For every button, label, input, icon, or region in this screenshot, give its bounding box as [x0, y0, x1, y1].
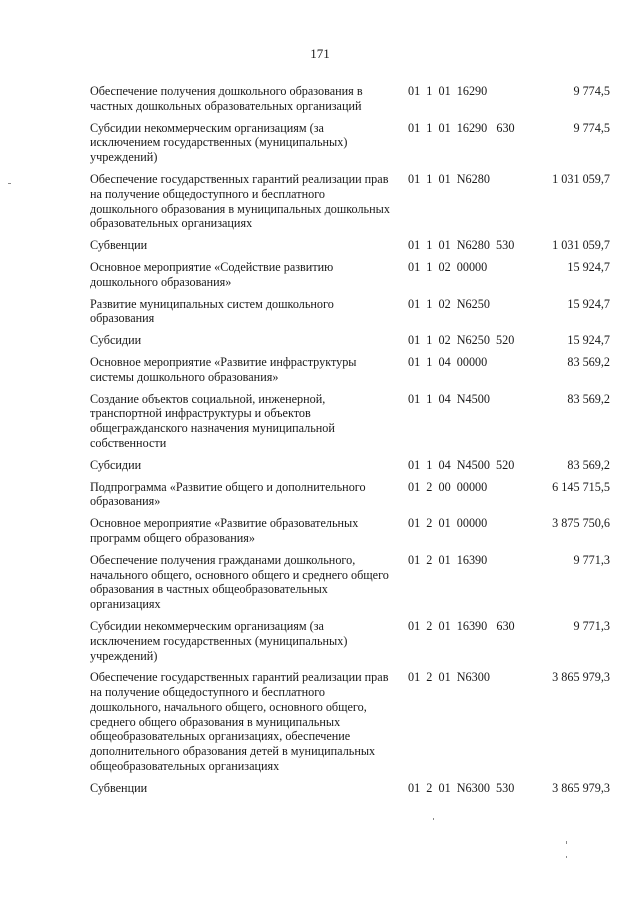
- row-amount: 1 031 059,7: [552, 171, 610, 186]
- row-code: 01 1 01 N6280 530: [408, 238, 515, 253]
- table-row: [90, 670, 620, 774]
- row-name: Подпрограмма «Развитие общего и дополнительного образования»: [90, 479, 366, 509]
- row-code: 01 1 04 00000: [408, 354, 488, 369]
- table-row: [90, 238, 620, 253]
- row-name: Обеспечение государственных гарантий реализации прав на получение общедоступного и бесплатного дошкольного образования в муниципальных дошкольных образовательных организациях: [90, 171, 390, 231]
- row-amount: 15 924,7: [567, 333, 610, 348]
- scan-speck: [8, 183, 11, 184]
- row-amount: 9 774,5: [573, 120, 610, 135]
- row-name: Основное мероприятие «Развитие инфраструктуры системы дошкольного образования»: [90, 354, 357, 384]
- row-code: 01 1 01 16290 630: [408, 120, 515, 135]
- scan-speck: [566, 841, 567, 844]
- row-name: Обеспечение получения гражданами дошкольного, начального общего, основного общего и среднего общего образования в частных общеобразовательных организациях: [90, 552, 389, 612]
- row-code: 01 2 01 16390: [408, 552, 488, 567]
- row-amount: 1 031 059,7: [552, 238, 610, 253]
- table-row: [90, 781, 620, 796]
- row-code: 01 1 02 00000: [408, 259, 488, 274]
- row-name: Обеспечение государственных гарантий реализации прав на получение общедоступного и бесплатного дошкольного, начального общего, основного общего, среднего общего образования в муниципальных общеобразовательных организациях, обеспечение дополнительного образования детей в муниципальных общеобразовательных организациях: [90, 670, 389, 774]
- row-name: Субсидии: [90, 333, 142, 348]
- row-code: 01 2 01 N6300: [408, 670, 490, 685]
- row-amount: 15 924,7: [567, 259, 610, 274]
- row-amount: 9 771,3: [573, 618, 610, 633]
- row-amount: 83 569,2: [567, 391, 610, 406]
- table-row: [90, 121, 620, 165]
- row-amount: 3 865 979,3: [552, 670, 610, 685]
- scan-speck: [433, 818, 434, 820]
- table-row: [90, 297, 620, 327]
- row-amount: 9 774,5: [573, 84, 610, 98]
- table-row: [90, 458, 620, 473]
- table-row: [90, 84, 620, 114]
- budget-table: [90, 84, 620, 803]
- table-row: [90, 516, 620, 546]
- row-name: Основное мероприятие «Содействие развитию дошкольного образования»: [90, 259, 334, 289]
- table-row: [90, 553, 620, 612]
- row-name: Субсидии некоммерческим организациям (за исключением государственных (муниципальных) учреждений): [90, 120, 348, 165]
- table-row: [90, 260, 620, 290]
- row-code: 01 1 04 N4500 520: [408, 457, 515, 472]
- row-name: Обеспечение получения дошкольного образования в частных дошкольных образовательных организаций: [90, 84, 363, 113]
- table-row: [90, 619, 620, 663]
- row-amount: 3 875 750,6: [552, 516, 610, 531]
- row-code: 01 2 01 16390 630: [408, 618, 515, 633]
- table-row: [90, 333, 620, 348]
- row-code: 01 2 01 00000: [408, 516, 488, 531]
- row-name: Субвенции: [90, 780, 148, 795]
- table-row: [90, 480, 620, 510]
- row-name: Субсидии: [90, 457, 142, 472]
- row-amount: 9 771,3: [573, 552, 610, 567]
- row-amount: 83 569,2: [567, 457, 610, 472]
- table-row: [90, 355, 620, 385]
- scan-speck: [566, 856, 567, 858]
- row-name: Субвенции: [90, 238, 148, 253]
- row-name: Создание объектов социальной, инженерной, транспортной инфраструктуры и объектов общегражданского назначения муниципальной собственности: [90, 391, 335, 450]
- row-amount: 3 865 979,3: [552, 780, 610, 795]
- table-row: [90, 172, 620, 231]
- row-amount: 15 924,7: [567, 296, 610, 311]
- page-number: 171: [310, 46, 330, 61]
- row-name: Основное мероприятие «Развитие образовательных программ общего образования»: [90, 516, 359, 545]
- row-amount: 6 145 715,5: [552, 479, 610, 494]
- row-code: 01 1 02 N6250: [408, 296, 490, 311]
- row-code: 01 1 02 N6250 520: [408, 333, 515, 348]
- table-row: [90, 392, 620, 451]
- row-code: 01 1 01 N6280: [408, 171, 490, 186]
- row-code: 01 1 01 16290: [408, 84, 488, 98]
- row-amount: 83 569,2: [567, 354, 610, 369]
- row-code: 01 2 01 N6300 530: [408, 780, 515, 795]
- row-code: 01 1 04 N4500: [408, 391, 490, 406]
- row-name: Субсидии некоммерческим организациям (за исключением государственных (муниципальных) учреждений): [90, 618, 348, 663]
- row-code: 01 2 00 00000: [408, 479, 488, 494]
- row-name: Развитие муниципальных систем дошкольного образования: [90, 296, 334, 326]
